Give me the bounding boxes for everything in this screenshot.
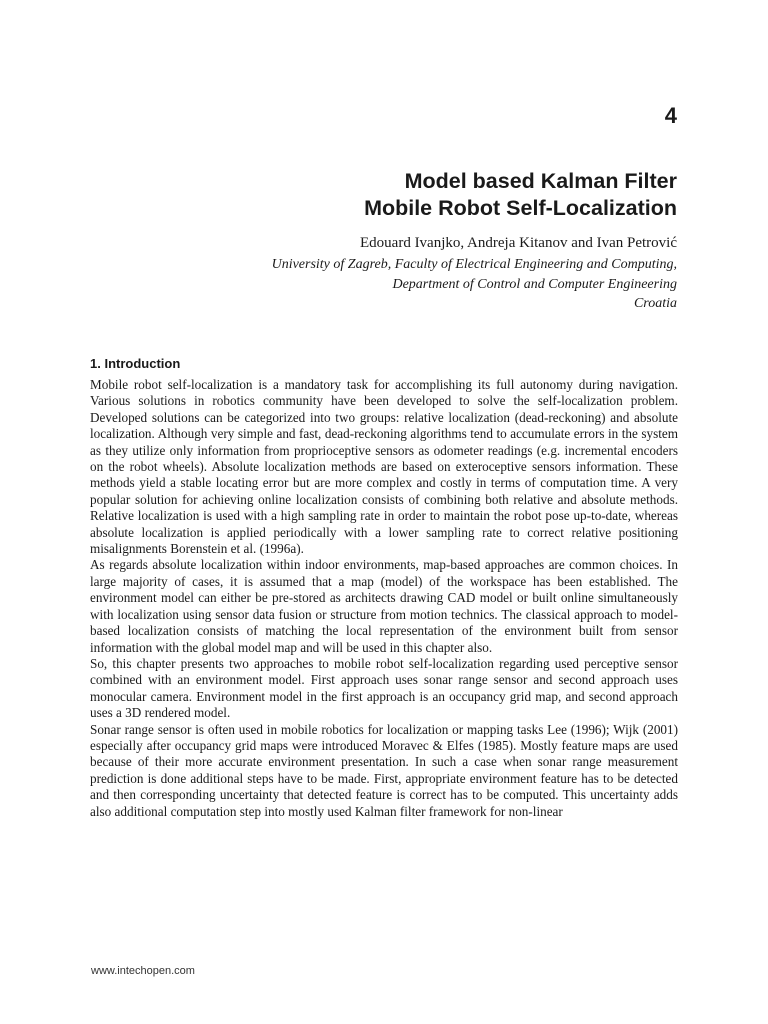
affiliation-line: University of Zagreb, Faculty of Electrical Engineering and Computing,	[271, 257, 677, 272]
chapter-title-line: Model based Kalman Filter	[404, 169, 677, 193]
chapter-title	[364, 168, 677, 222]
chapter-number: 4	[664, 103, 677, 128]
authors: Edouard Ivanjko, Andreja Kitanov and Ivan Petrović	[360, 235, 677, 251]
affiliation-line: Department of Control and Computer Engineering	[392, 276, 677, 292]
body-text	[90, 377, 678, 820]
affiliation-line: Croatia	[633, 296, 677, 311]
section-heading: 1. Introduction	[90, 356, 181, 371]
chapter-title-line: Mobile Robot Self-Localization	[364, 196, 677, 220]
paragraph: As regards absolute localization within indoor environments, map-based approaches are common choices. In large majority of cases, it is assumed that a map (model) of the workspace has been established. The environment model can either be pre-stored as architects drawing CAD model or built online simultaneously with localization using sensor data fusion or structure from motion technics. The classical approach to model-based localization consists of matching the local representation of the environment built from sensor information with the global model map and will be used in this chapter also.	[90, 557, 678, 655]
footer-url[interactable]: www.intechopen.com	[91, 965, 195, 977]
paragraph: Mobile robot self-localization is a mandatory task for accomplishing its full autonomy during navigation. Various solutions in robotics community have been developed to solve the self-localization problem. Developed solutions can be categorized into two groups: relative localization (dead-reckoning) and absolute localization. Although very simple and fast, dead-reckoning algorithms tend to accumulate errors in the system as they utilize only information from proprioceptive sensors as odometer readings (e.g. incremental encoders on the robot wheels). Absolute localization methods are based on exteroceptive sensors information. These methods yield a stable locating error but are more complex and costly in terms of computation time. A very popular solution for achieving online localization consists of combining both relative and absolute methods. Relative localization is used with a high sampling rate in order to maintain the robot pose up-to-date, whereas absolute localization is applied periodically with a lower sampling rate to correct relative positioning misalignments Borenstein et al. (1996a).	[90, 377, 678, 557]
paragraph: Sonar range sensor is often used in mobile robotics for localization or mapping tasks Lee (1996); Wijk (2001) especially after occupancy grid maps were introduced Moravec & Elfes (1985). Mostly feature maps are used because of their more accurate environment presentation. In such a case when sonar range measurement prediction is done additional steps have to be made. First, appropriate environment feature has to be detected and then corresponding uncertainty that detected feature is correct has to be computed. This uncertainty adds also additional computation step into mostly used Kalman filter framework for non-linear	[90, 721, 678, 819]
affiliation	[272, 255, 677, 314]
paragraph: So, this chapter presents two approaches to mobile robot self-localization regarding used perceptive sensor combined with an environment model. First approach uses sonar range sensor and second approach uses monocular camera. Environment model in the first approach is an occupancy grid map, and second approach uses a 3D rendered model.	[90, 655, 678, 721]
